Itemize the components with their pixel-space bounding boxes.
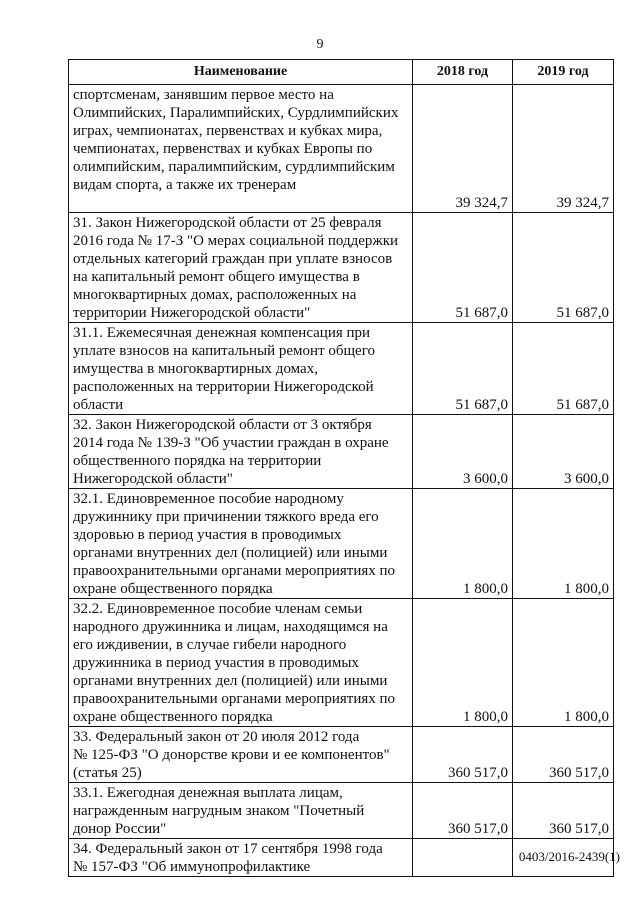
table-row <box>69 85 614 213</box>
budget-table <box>68 59 614 877</box>
row-value-2018 <box>413 839 513 877</box>
table-row <box>69 783 614 839</box>
row-name: 33. Федеральный закон от 20 июля 2012 года № 125-ФЗ "О донорстве крови и ее компонентов" (статья 25) <box>69 727 413 783</box>
table-row <box>69 727 614 783</box>
row-name: 31.1. Ежемесячная денежная компенсация при уплате взносов на капитальный ремонт общего имущества в многоквартирных домах, расположенных на территории Нижегородской области <box>69 323 413 415</box>
row-value-2018: 51 687,0 <box>413 213 513 323</box>
row-value-2018: 3 600,0 <box>413 415 513 489</box>
row-name: 32.2. Единовременное пособие членам семьи народного дружинника и лицам, находящимся на его иждивении, в случае гибели народного дружинника в период участия в проводимых органами внутренних дел (полицией) или иными правоохранительными органами мероприятиях по охране общественного порядка <box>69 599 413 727</box>
row-value-2019: 1 800,0 <box>513 489 614 599</box>
row-value-2018: 1 800,0 <box>413 489 513 599</box>
row-value-2018: 51 687,0 <box>413 323 513 415</box>
row-value-2018: 1 800,0 <box>413 599 513 727</box>
row-value-2018: 360 517,0 <box>413 783 513 839</box>
table-row <box>69 415 614 489</box>
row-value-2019: 1 800,0 <box>513 599 614 727</box>
page-number: 9 <box>316 37 324 52</box>
row-value-2018: 360 517,0 <box>413 727 513 783</box>
row-name: 33.1. Ежегодная денежная выплата лицам, награжденным нагрудным знаком "Почетный донор России" <box>69 783 413 839</box>
row-name: 34. Федеральный закон от 17 сентября 1998 года № 157-ФЗ "Об иммунопрофилактике <box>69 839 413 877</box>
row-value-2018: 39 324,7 <box>413 85 513 213</box>
document-code: 0403/2016-2439(1) <box>518 849 620 864</box>
column-header-name: Наименование <box>69 60 413 85</box>
row-name: 32. Закон Нижегородской области от 3 октября 2014 года № 139-З "Об участии граждан в охране общественного порядка на территории Нижегородской области" <box>69 415 413 489</box>
row-value-2019: 51 687,0 <box>513 323 614 415</box>
table-row <box>69 489 614 599</box>
table-header-row <box>69 60 614 85</box>
row-value-2019: 360 517,0 <box>513 727 614 783</box>
row-value-2019: 3 600,0 <box>513 415 614 489</box>
row-value-2019: 360 517,0 <box>513 783 614 839</box>
row-name: 32.1. Единовременное пособие народному дружиннику при причинении тяжкого вреда его здоровью в период участия в проводимых органами внутренних дел (полицией) или иными правоохранительными органами мероприятиях по охране общественного порядка <box>69 489 413 599</box>
table-row <box>69 213 614 323</box>
row-value-2019: 39 324,7 <box>513 85 614 213</box>
row-name: 31. Закон Нижегородской области от 25 февраля 2016 года № 17-З "О мерах социальной поддержки отдельных категорий граждан при уплате взносов на капитальный ремонт общего имущества в многоквартирных домах, расположенных на территории Нижегородской области" <box>69 213 413 323</box>
row-name: спортсменам, занявшим первое место на Олимпийских, Паралимпийских, Сурдлимпийских играх, чемпионатах, первенствах и кубках мира, чемпионатах, первенствах и кубках Европы по олимпийским, паралимпийским, сурдлимпийским видам спорта, а также их тренерам <box>69 85 413 213</box>
column-header-2019: 2019 год <box>513 60 614 85</box>
row-value-2019: 51 687,0 <box>513 213 614 323</box>
table-row <box>69 599 614 727</box>
table-row <box>69 323 614 415</box>
column-header-2018: 2018 год <box>413 60 513 85</box>
